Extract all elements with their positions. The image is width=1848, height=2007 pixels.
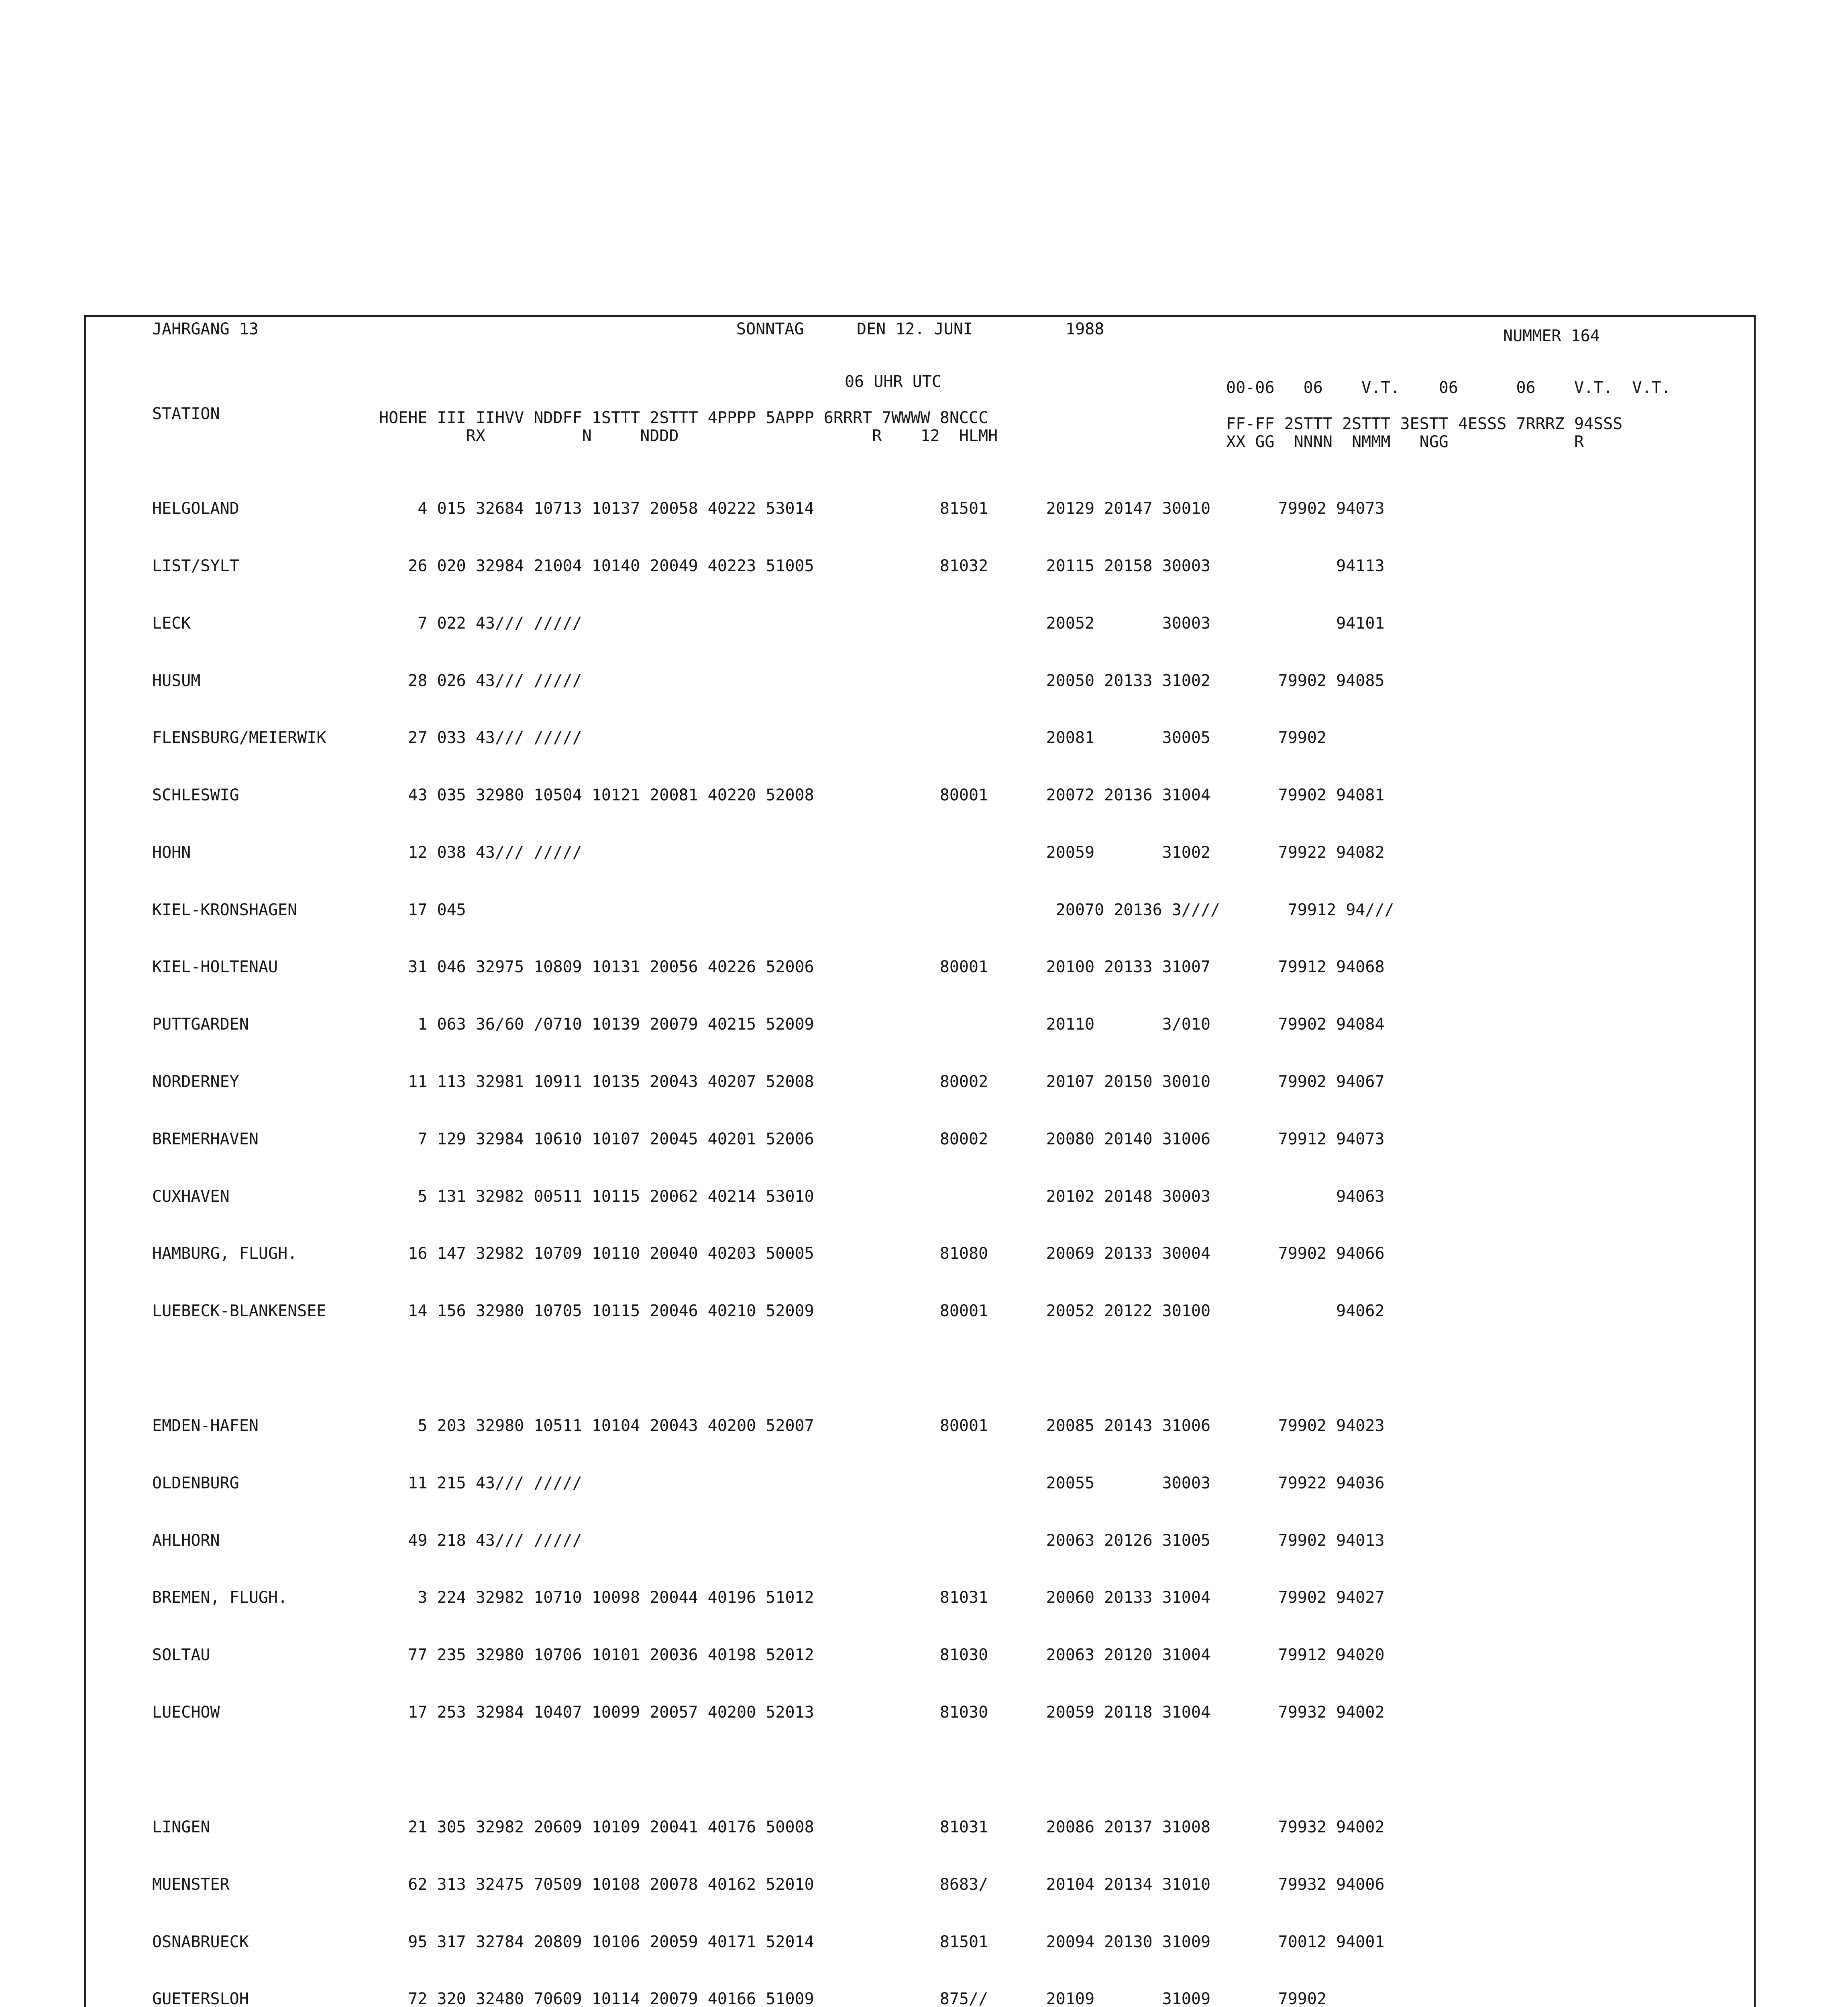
row-data: 7 129 32984 10610 10107 20045 40201 52006 80002 20080 20140 31006 79912 94073 bbox=[379, 1130, 1385, 1148]
row-data: 27 033 43/// ///// 20081 30005 79902 bbox=[379, 729, 1327, 747]
row-data: 17 045 20070 20136 3//// 79912 94/// bbox=[379, 900, 1394, 919]
station-name: SCHLESWIG bbox=[152, 786, 239, 805]
station-name: BREMERHAVEN bbox=[152, 1130, 259, 1148]
station-name: LECK bbox=[152, 614, 191, 633]
station-name: CUXHAVEN bbox=[152, 1187, 230, 1206]
group-gap bbox=[152, 1761, 1414, 1780]
row-data: 72 320 32480 70609 10114 20079 40166 51009 875// 20109 31009 79902 bbox=[379, 1990, 1327, 2007]
station-name: OSNABRUECK bbox=[152, 1932, 249, 1951]
table-row bbox=[152, 1015, 1414, 1034]
station-name: BREMEN, FLUGH. bbox=[152, 1588, 288, 1607]
table-row bbox=[152, 1417, 1414, 1436]
row-data: 5 131 32982 00511 10115 20062 40214 53010 20102 20148 30003 94063 bbox=[379, 1187, 1385, 1206]
table-row bbox=[152, 729, 1414, 748]
table-row bbox=[152, 499, 1414, 519]
table-row bbox=[152, 1990, 1414, 2007]
station-name: FLENSBURG/MEIERWIK bbox=[152, 729, 326, 747]
table-row bbox=[152, 1818, 1414, 1837]
row-data: 26 020 32984 21004 10140 20049 40223 51005 81032 20115 20158 30003 94113 bbox=[379, 556, 1385, 575]
table-row bbox=[152, 1474, 1414, 1493]
station-name: LIST/SYLT bbox=[152, 556, 239, 575]
table-row bbox=[152, 672, 1414, 691]
table-row bbox=[152, 786, 1414, 805]
row-data: 17 253 32984 10407 10099 20057 40200 52013 81030 20059 20118 31004 79932 94002 bbox=[379, 1703, 1385, 1722]
station-name: GUETERSLOH bbox=[152, 1990, 249, 2007]
time-left: 06 UHR UTC bbox=[845, 372, 941, 391]
column-line-1: HOEHE III IIHVV NDDFF 1STTT 2STTT 4PPPP 5APPP 6RRRT 7WWWW 8NCCC bbox=[379, 409, 988, 427]
table-row bbox=[152, 901, 1414, 920]
table-row bbox=[152, 557, 1414, 576]
report-sheet bbox=[84, 315, 1756, 2007]
table-row bbox=[152, 843, 1414, 863]
row-data: 14 156 32980 10705 10115 20046 40210 52009 80001 20052 20122 30100 94062 bbox=[379, 1302, 1385, 1321]
station-name: OLDENBURG bbox=[152, 1474, 239, 1492]
row-data: 95 317 32784 20809 10106 20059 40171 52014 81501 20094 20130 31009 70012 94001 bbox=[379, 1932, 1385, 1951]
year: 1988 bbox=[1066, 320, 1104, 338]
station-name: LUECHOW bbox=[152, 1703, 220, 1722]
station-name: KIEL-HOLTENAU bbox=[152, 958, 278, 977]
table-row bbox=[152, 1073, 1414, 1092]
station-name: MUENSTER bbox=[152, 1875, 230, 1894]
station-name: EMDEN-HAFEN bbox=[152, 1417, 259, 1435]
station-name: HOHN bbox=[152, 843, 191, 862]
time-right: 00-06 06 V.T. 06 06 V.T. V.T. bbox=[1226, 379, 1671, 397]
jahrgang: JAHRGANG 13 bbox=[152, 320, 259, 338]
table-row bbox=[152, 1531, 1414, 1551]
table-row bbox=[152, 1933, 1414, 1952]
row-data: 49 218 43/// ///// 20063 20126 31005 79902 94013 bbox=[379, 1531, 1385, 1550]
row-data: 12 038 43/// ///// 20059 31002 79922 94082 bbox=[379, 843, 1385, 862]
table-row bbox=[152, 958, 1414, 977]
station-name: LINGEN bbox=[152, 1818, 210, 1836]
table-row bbox=[152, 1244, 1414, 1264]
right-column-line-2: XX GG NNNN NMMM NGG R bbox=[1226, 433, 1584, 451]
station-name: AHLHORN bbox=[152, 1531, 220, 1550]
group-gap bbox=[152, 1359, 1414, 1378]
row-data: 11 113 32981 10911 10135 20043 40207 52008 80002 20107 20150 30010 79902 94067 bbox=[379, 1073, 1385, 1091]
row-data: 1 063 36/60 /0710 10139 20079 40215 52009 20110 3/010 79902 94084 bbox=[379, 1015, 1385, 1034]
row-data: 3 224 32982 10710 10098 20044 40196 51012 81031 20060 20133 31004 79902 94027 bbox=[379, 1588, 1385, 1607]
station-name: KIEL-KRONSHAGEN bbox=[152, 900, 297, 919]
day: SONNTAG bbox=[736, 320, 804, 338]
row-data: 28 026 43/// ///// 20050 20133 31002 79902 94085 bbox=[379, 671, 1385, 690]
row-data: 77 235 32980 10706 10101 20036 40198 52012 81030 20063 20120 31004 79912 94020 bbox=[379, 1646, 1385, 1665]
row-data: 7 022 43/// ///// 20052 30003 94101 bbox=[379, 614, 1385, 633]
table-row bbox=[152, 1187, 1414, 1207]
right-column-line-1: FF-FF 2STTT 2STTT 3ESTT 4ESSS 7RRRZ 94SSS bbox=[1226, 415, 1623, 433]
row-data: 31 046 32975 10809 10131 20056 40226 52006 80001 20100 20133 31007 79912 94068 bbox=[379, 958, 1385, 977]
table-row bbox=[152, 1875, 1414, 1895]
table-row bbox=[152, 1302, 1414, 1321]
station-name: NORDERNEY bbox=[152, 1073, 239, 1091]
station-name: PUTTGARDEN bbox=[152, 1015, 249, 1034]
table-row bbox=[152, 614, 1414, 633]
station-name: LUEBECK-BLANKENSEE bbox=[152, 1302, 326, 1321]
date: DEN 12. JUNI bbox=[857, 320, 973, 338]
nummer: NUMMER 164 bbox=[1503, 327, 1600, 345]
column-line-2: RX N NDDD R 12 HLMH bbox=[379, 427, 998, 445]
table-row bbox=[152, 1130, 1414, 1149]
row-data: 21 305 32982 20609 10109 20041 40176 50008 81031 20086 20137 31008 79932 94002 bbox=[379, 1818, 1385, 1836]
row-data: 62 313 32475 70509 10108 20078 40162 52010 8683/ 20104 20134 31010 79932 94006 bbox=[379, 1875, 1385, 1894]
table-row bbox=[152, 1646, 1414, 1665]
row-data: 43 035 32980 10504 10121 20081 40220 52008 80001 20072 20136 31004 79902 94081 bbox=[379, 786, 1385, 805]
table-row bbox=[152, 1703, 1414, 1722]
row-data: 16 147 32982 10709 10110 20040 40203 50005 81080 20069 20133 30004 79902 94066 bbox=[379, 1244, 1385, 1263]
station-name: HAMBURG, FLUGH. bbox=[152, 1244, 297, 1263]
station-name: HUSUM bbox=[152, 671, 201, 690]
station-table bbox=[152, 461, 1414, 2007]
row-data: 5 203 32980 10511 10104 20043 40200 52007 80001 20085 20143 31006 79902 94023 bbox=[379, 1417, 1385, 1435]
row-data: 11 215 43/// ///// 20055 30003 79922 94036 bbox=[379, 1474, 1385, 1492]
station-label: STATION bbox=[152, 405, 220, 423]
table-row bbox=[152, 1588, 1414, 1608]
row-data: 4 015 32684 10713 10137 20058 40222 53014 81501 20129 20147 30010 79902 94073 bbox=[379, 499, 1385, 518]
station-name: SOLTAU bbox=[152, 1646, 210, 1665]
station-name: HELGOLAND bbox=[152, 499, 239, 518]
